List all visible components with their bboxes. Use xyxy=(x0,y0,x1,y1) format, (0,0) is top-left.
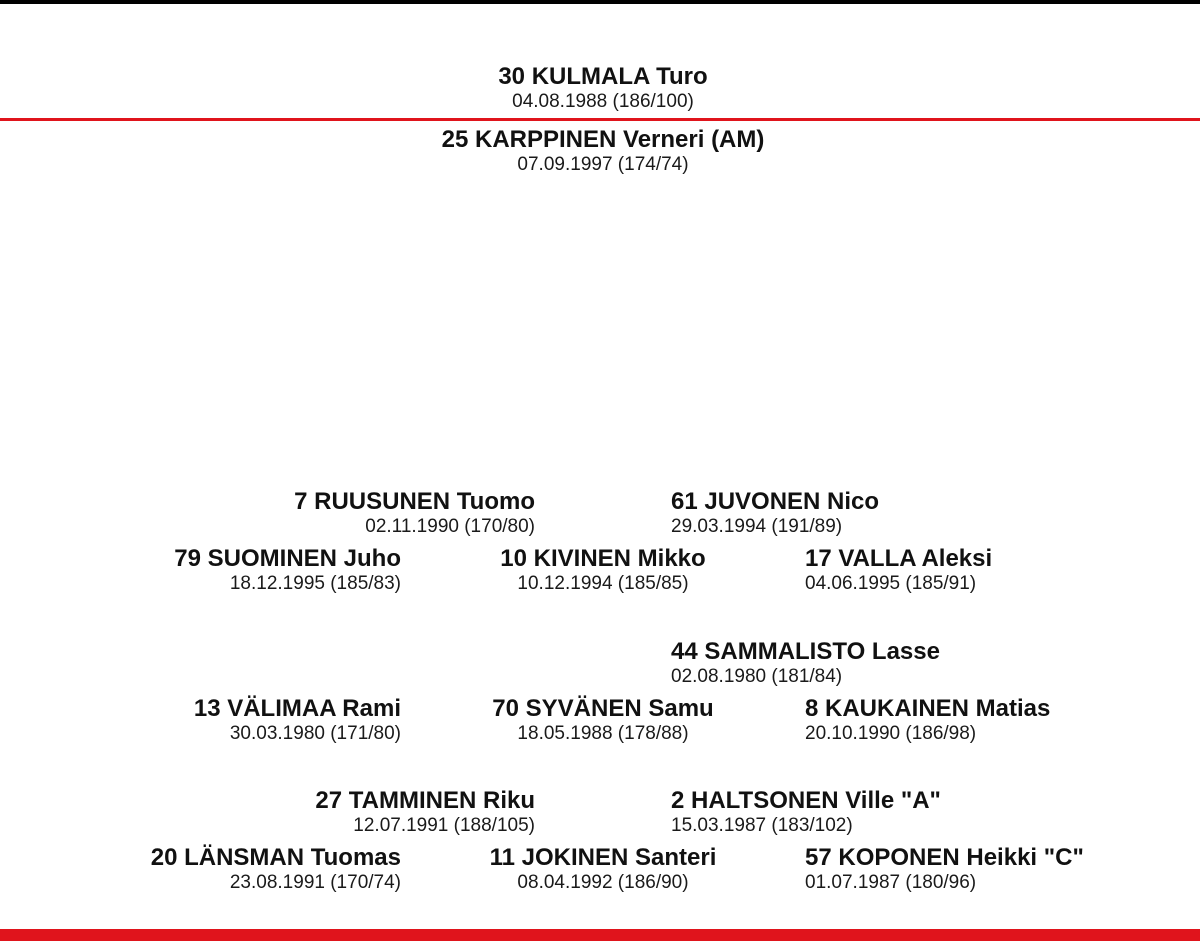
forward-line-3-left-wing xyxy=(151,844,401,894)
forward-line-2-left-wing xyxy=(194,695,401,745)
player-name: 7 RUUSUNEN Tuomo xyxy=(294,488,535,515)
forward-line-1-right-wing xyxy=(805,545,992,595)
bottom-bar xyxy=(0,929,1200,941)
player-info: 18.12.1995 (185/83) xyxy=(229,573,401,594)
player-info: 02.11.1990 (170/80) xyxy=(365,516,535,537)
forward-line-2-right-wing xyxy=(805,695,1050,745)
player-info: 04.06.1995 (185/91) xyxy=(805,573,977,594)
forward-line-1-center xyxy=(500,545,705,595)
player-name: 27 TAMMINEN Riku xyxy=(315,787,535,814)
player-name: 25 KARPPINEN Verneri (AM) xyxy=(441,126,765,153)
forward-line-1-left-wing xyxy=(174,545,401,595)
player-name: 17 VALLA Aleksi xyxy=(805,545,993,572)
defense-pair-3-right xyxy=(671,787,941,837)
player-info: 15.03.1987 (183/102) xyxy=(671,815,853,836)
player-info: 12.07.1991 (188/105) xyxy=(353,815,535,836)
forward-line-3-center xyxy=(490,844,717,894)
player-info: 08.04.1992 (186/90) xyxy=(517,872,689,893)
player-name: 44 SAMMALISTO Lasse xyxy=(671,638,940,665)
player-name: 11 JOKINEN Santeri xyxy=(489,844,717,871)
player-info: 02.08.1980 (181/84) xyxy=(671,666,843,687)
player-info: 30.03.1980 (171/80) xyxy=(229,723,401,744)
player-info: 23.08.1991 (170/74) xyxy=(229,872,401,893)
player-name: 57 KOPONEN Heikki "C" xyxy=(805,844,1084,871)
goalie-starter xyxy=(498,63,707,113)
player-info: 20.10.1990 (186/98) xyxy=(805,723,977,744)
player-name: 10 KIVINEN Mikko xyxy=(500,545,706,572)
player-info: 18.05.1988 (178/88) xyxy=(517,723,689,744)
player-name: 70 SYVÄNEN Samu xyxy=(492,695,714,722)
player-info: 07.09.1997 (174/74) xyxy=(517,154,689,175)
player-name: 20 LÄNSMAN Tuomas xyxy=(150,844,401,871)
player-name: 13 VÄLIMAA Rami xyxy=(193,695,401,722)
goalie-backup xyxy=(442,126,765,176)
player-name: 79 SUOMINEN Juho xyxy=(174,545,401,572)
forward-line-3-right-wing xyxy=(805,844,1084,894)
player-info: 04.08.1988 (186/100) xyxy=(512,91,694,112)
forward-line-2-center xyxy=(492,695,713,745)
player-info: 01.07.1987 (180/96) xyxy=(805,872,977,893)
player-name: 30 KULMALA Turo xyxy=(498,63,708,90)
player-name: 2 HALTSONEN Ville "A" xyxy=(671,787,941,814)
top-edge xyxy=(0,0,1200,4)
defense-pair-1-left xyxy=(294,488,535,538)
player-info: 29.03.1994 (191/89) xyxy=(671,516,843,537)
player-info: 10.12.1994 (185/85) xyxy=(517,573,689,594)
player-name: 61 JUVONEN Nico xyxy=(671,488,880,515)
defense-pair-3-left xyxy=(315,787,535,837)
defense-pair-2-right xyxy=(671,638,940,688)
goalie-divider xyxy=(0,118,1200,121)
player-name: 8 KAUKAINEN Matias xyxy=(805,695,1051,722)
defense-pair-1-right xyxy=(671,488,879,538)
